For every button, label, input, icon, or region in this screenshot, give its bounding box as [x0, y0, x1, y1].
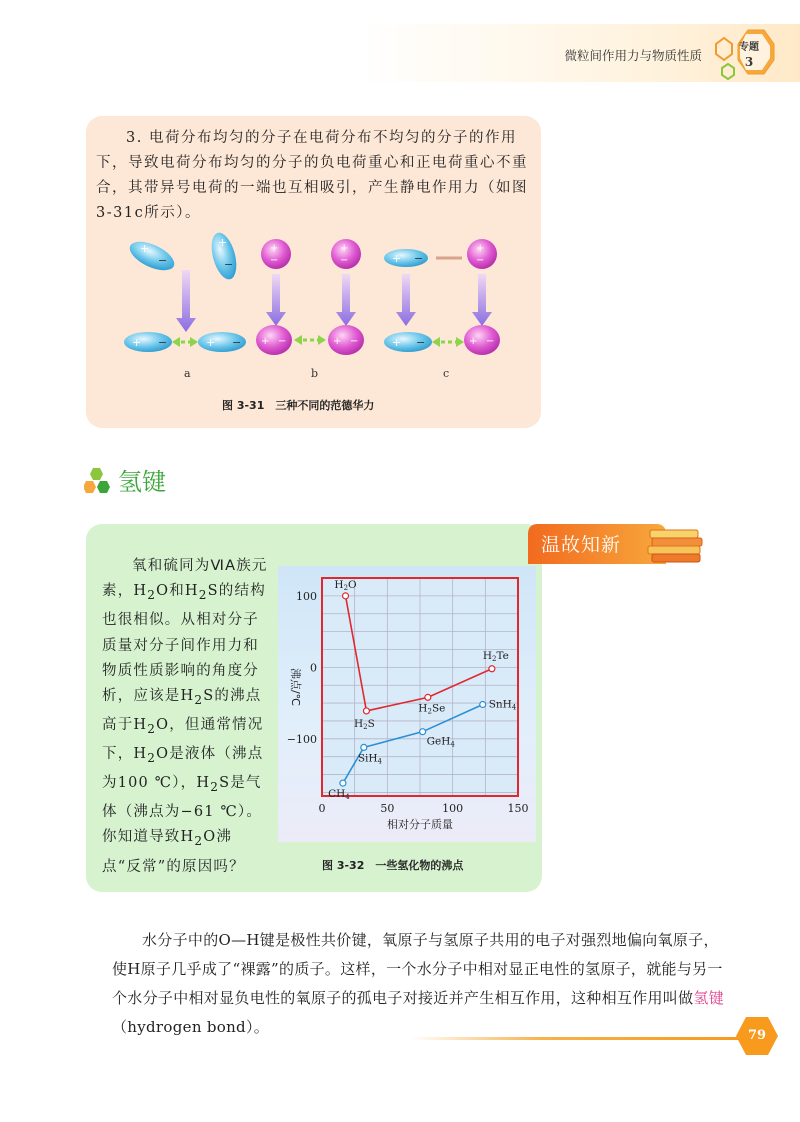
panel-label-a: a: [184, 367, 191, 380]
data-label: H2Se: [418, 702, 446, 716]
chapter-badge-number: 3: [744, 55, 754, 69]
svg-text:−: −: [158, 336, 168, 349]
data-label: H2Te: [482, 649, 509, 663]
y-tick-label: 100: [296, 589, 317, 603]
data-point: [361, 744, 367, 750]
data-point: [425, 694, 431, 700]
hydrogen-bond-term: 氢键: [693, 989, 725, 1007]
svg-text:−: −: [270, 255, 279, 266]
data-point: [363, 708, 369, 714]
svg-text:+: +: [340, 243, 349, 254]
panel-label-c: c: [443, 367, 450, 380]
svg-text:+: +: [333, 336, 342, 347]
svg-text:−: −: [476, 255, 485, 266]
data-label: H2S: [354, 717, 375, 731]
data-label: SiH4: [357, 752, 383, 766]
data-label: SnH4: [488, 698, 517, 712]
svg-text:−: −: [486, 336, 495, 347]
figure-3-31-caption: 图 3-31 三种不同的范德华力: [222, 399, 375, 412]
review-question-paragraph: 氧和硫同为ⅥA族元素，$H_2O$和$H_2S$的结构也很相似。从相对分子质量对分子间作用力和物质性质影响的角度分析，应该是$H_2S$的沸点高于$H_2O$，但通常情况下，$H_2O$是液体（沸点为100 ℃），$H_2S$是气体（沸点为−61 ℃）。你知道导致$H_2O$沸点“反常”的原因吗？: [102, 558, 268, 875]
y-axis-label: 沸点/℃: [289, 667, 302, 707]
svg-text:+: +: [392, 336, 402, 349]
y-tick-label: 0: [310, 661, 317, 675]
page-number: 79: [747, 1028, 767, 1043]
svg-text:+: +: [261, 336, 270, 347]
svg-text:−: −: [414, 252, 424, 265]
data-point: [480, 702, 486, 708]
panel-b-induced-dipole: [256, 239, 364, 355]
panel-label-b: b: [311, 367, 319, 380]
hydrogen-bond-paragraph: 水分子中的O—H键是极性共价键，氧原子与氢原子共用的电子对强烈地偏向氧原子，使H原子几乎成了“裸露”的质子。这样，一个水分子中相对显正电性的氢原子，就能与另一个水分子中相对显负电性的氧原子的孤电子对接近并产生相互作用，这种相互作用叫做氢键（hydrogen bond）。: [112, 931, 725, 1036]
section-hexagons-icon: [84, 466, 114, 496]
data-point: [340, 780, 346, 786]
svg-text:+: +: [218, 236, 228, 249]
x-axis-label: 相对分子质量: [387, 818, 453, 831]
svg-text:+: +: [206, 336, 216, 349]
review-tab-title: 温故知新: [541, 534, 622, 556]
data-label: GeH4: [426, 735, 455, 749]
data-point: [420, 729, 426, 735]
chapter-title: 微粒间作用力与物质性质: [564, 48, 702, 63]
data-label: H2O: [334, 578, 357, 592]
panel-a-dipole-dipole: [124, 232, 246, 352]
svg-text:−: −: [224, 258, 234, 271]
svg-text:+: +: [469, 336, 478, 347]
data-label: CH4: [328, 788, 350, 802]
svg-text:+: +: [270, 243, 279, 254]
data-point: [489, 666, 495, 672]
section-title-hydrogen-bond: 氢键: [118, 468, 166, 496]
van-der-waals-paragraph: 3. 电荷分布均匀的分子在电荷分布不均匀的分子的作用下，导致电荷分布均匀的分子的负电荷重心和正电荷重心不重合，其带异号电荷的一端也互相吸引，产生静电作用力（如图3-31c所示）。: [96, 130, 528, 221]
svg-text:+: +: [132, 336, 142, 349]
boiling-point-chart: [278, 566, 536, 842]
chapter-badge-label: 专题: [739, 42, 759, 53]
svg-text:+: +: [476, 243, 485, 254]
footer-rule: [410, 1037, 740, 1040]
x-tick-label: 150: [507, 802, 529, 815]
svg-text:−: −: [278, 336, 287, 347]
svg-text:−: −: [340, 255, 349, 266]
panel-c-dipole-induced: [384, 239, 500, 355]
svg-text:−: −: [158, 254, 168, 267]
figure-3-32-caption: 图 3-32 一些氢化物的沸点: [322, 859, 464, 872]
svg-text:+: +: [392, 252, 402, 265]
figure-3-31-diagram: [118, 232, 508, 372]
y-tick-label: −100: [286, 732, 317, 746]
x-tick-label: 100: [442, 802, 464, 815]
svg-text:+: +: [140, 242, 150, 255]
data-point: [343, 593, 349, 599]
svg-text:−: −: [232, 336, 242, 349]
book-stack-icon: [648, 530, 702, 562]
x-tick-label: 50: [380, 802, 395, 815]
x-tick-label: 0: [318, 802, 326, 815]
svg-text:−: −: [416, 336, 426, 349]
svg-text:−: −: [350, 336, 359, 347]
